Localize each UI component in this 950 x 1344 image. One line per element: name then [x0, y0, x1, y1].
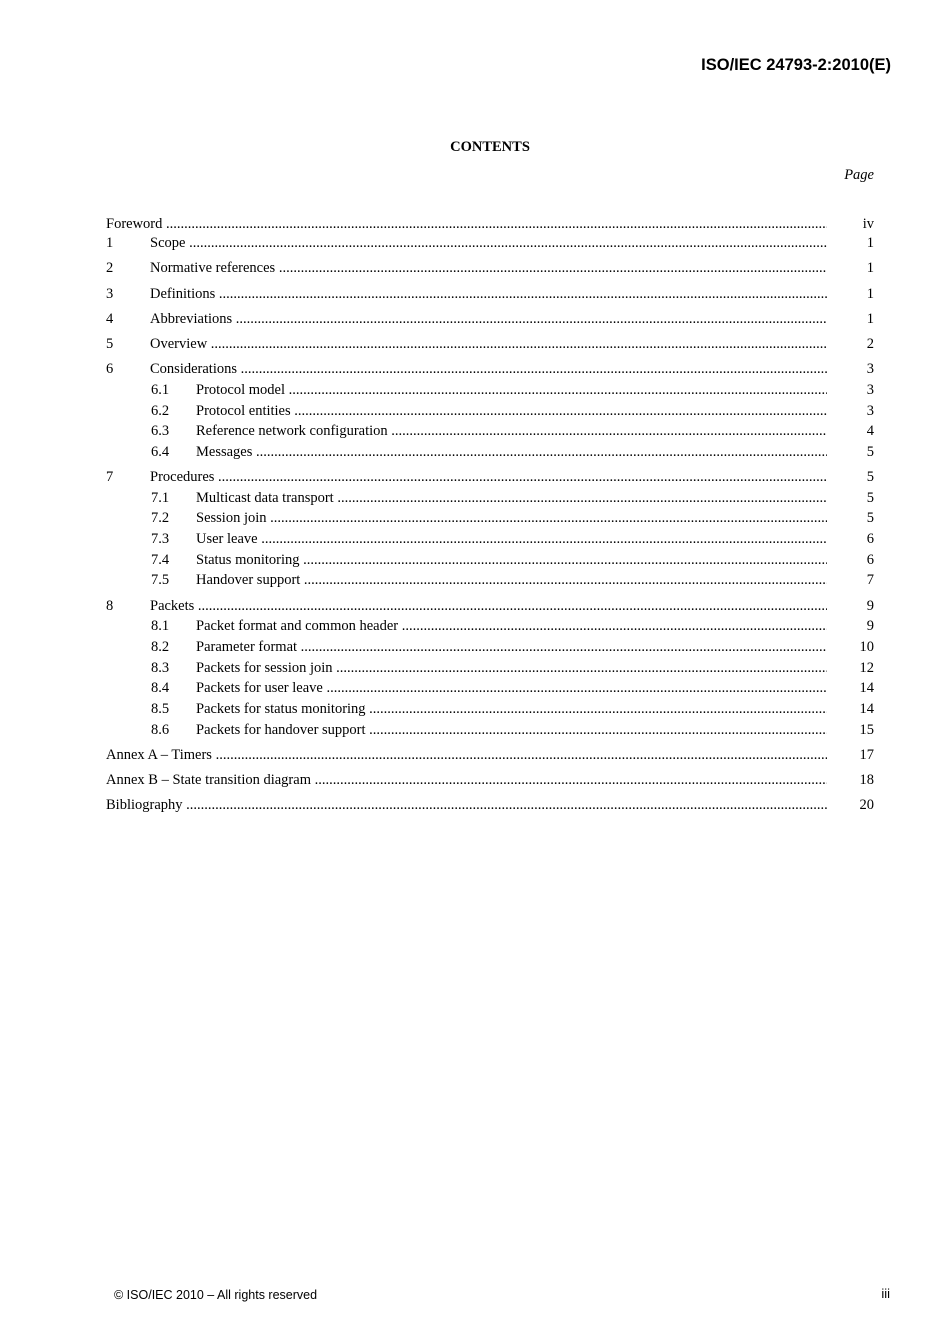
toc-entry-page: 2 [866, 336, 874, 352]
toc-entry-title: Protocol model ..... [196, 381, 827, 399]
toc-entry-title: Bibliography ..... [106, 796, 827, 814]
toc-entry-title: Parameter format ..... [196, 638, 827, 656]
toc-entry-number: 7 [106, 469, 114, 485]
toc-entry-number: 8.2 [151, 639, 170, 655]
toc-entry-protocol-entities[interactable] [106, 402, 874, 420]
toc-entry-page: iv [862, 216, 874, 232]
toc-entry-number: 7.1 [151, 490, 170, 506]
toc-entry-page: 14 [859, 680, 874, 696]
toc-entry-messages[interactable] [106, 443, 874, 461]
toc-entry-packets-for-user-leave[interactable] [106, 679, 874, 697]
toc-entry-number: 2 [106, 260, 114, 276]
toc-entry-page: 5 [866, 444, 874, 460]
toc-entry-number: 8.1 [151, 618, 170, 634]
toc-entry-page: 15 [859, 722, 874, 738]
copyright-notice: © ISO/IEC 2010 – All rights reserved [114, 1288, 318, 1302]
toc-entry-definitions[interactable] [106, 285, 874, 303]
toc-entry-page: 1 [866, 311, 874, 327]
toc-entry-title: Reference network configuration ..... [196, 422, 827, 440]
toc-entry-multicast-data-transport[interactable] [106, 489, 874, 507]
toc-entry-title: Packets for handover support ..... [196, 721, 827, 739]
toc-entry-number: 7.2 [151, 510, 170, 526]
toc-entry-foreword[interactable] [106, 215, 874, 233]
toc-entry-title: Protocol entities ..... [196, 402, 827, 420]
toc-entry-title: Overview ..... [150, 335, 827, 353]
toc-entry-title: Definitions ..... [150, 285, 827, 303]
toc-entry-page: 17 [859, 747, 874, 763]
toc-entry-reference-network-configuration[interactable] [106, 422, 874, 440]
toc-entry-title: Session join ..... [196, 509, 827, 527]
toc-entry-number: 8.6 [151, 722, 170, 738]
toc-entry-title: Packets for user leave ..... [196, 679, 827, 697]
toc-entry-protocol-model[interactable] [106, 381, 874, 399]
toc-entry-number: 6.3 [151, 423, 170, 439]
toc-entry-handover-support[interactable] [106, 571, 874, 589]
toc-entry-page: 14 [859, 701, 874, 717]
toc-entry-number: 6.4 [151, 444, 170, 460]
toc-entry-title: Annex B – State transition diagram ..... [106, 771, 827, 789]
toc-entry-number: 7.5 [151, 572, 170, 588]
toc-entry-scope[interactable] [106, 234, 874, 252]
toc-entry-session-join[interactable] [106, 509, 874, 527]
toc-entry-page: 6 [866, 531, 874, 547]
toc-entry-annex-a[interactable] [106, 746, 874, 764]
toc-entry-page: 9 [866, 618, 874, 634]
toc-entry-title: Annex A – Timers ..... [106, 746, 827, 764]
toc-entry-abbreviations[interactable] [106, 310, 874, 328]
toc-entry-title: Foreword ..... [106, 215, 827, 233]
toc-entry-page: 5 [866, 469, 874, 485]
toc-entry-title: Multicast data transport ..... [196, 489, 827, 507]
toc-entry-number: 8.3 [151, 660, 170, 676]
toc-entry-considerations[interactable] [106, 360, 874, 378]
toc-entry-packets-for-handover-support[interactable] [106, 721, 874, 739]
toc-entry-title: Scope ..... [150, 234, 827, 252]
toc-entry-annex-b[interactable] [106, 771, 874, 789]
toc-entry-page: 1 [866, 260, 874, 276]
toc-entry-packets[interactable] [106, 597, 874, 615]
toc-entry-title: Handover support ..... [196, 571, 827, 589]
toc-entry-page: 12 [859, 660, 874, 676]
contents-heading: CONTENTS [450, 139, 530, 155]
toc-entry-packet-format-and-common-header[interactable] [106, 617, 874, 635]
toc-entry-number: 7.4 [151, 552, 170, 568]
toc-entry-title: Packets for status monitoring ..... [196, 700, 827, 718]
toc-entry-page: 3 [866, 382, 874, 398]
toc-entry-title: Normative references ..... [150, 259, 827, 277]
toc-entry-title: Messages ..... [196, 443, 827, 461]
toc-entry-overview[interactable] [106, 335, 874, 353]
toc-entry-normative-references[interactable] [106, 259, 874, 277]
toc-entry-page: 3 [866, 361, 874, 377]
toc-entry-packets-for-status-monitoring[interactable] [106, 700, 874, 718]
page-number: iii [881, 1286, 890, 1301]
toc-entry-page: 20 [859, 797, 874, 813]
toc-entry-page: 1 [866, 286, 874, 302]
toc-entry-page: 18 [859, 772, 874, 788]
toc-entry-number: 6.2 [151, 403, 170, 419]
toc-entry-title: Packet format and common header ..... [196, 617, 827, 635]
toc-entry-number: 3 [106, 286, 114, 302]
toc-entry-title: Packets ..... [150, 597, 827, 615]
toc-entry-user-leave[interactable] [106, 530, 874, 548]
toc-entry-number: 8.5 [151, 701, 170, 717]
toc-entry-number: 6.1 [151, 382, 170, 398]
toc-entry-number: 8 [106, 598, 114, 614]
toc-entry-page: 7 [866, 572, 874, 588]
toc-entry-parameter-format[interactable] [106, 638, 874, 656]
toc-entry-bibliography[interactable] [106, 796, 874, 814]
toc-entry-page: 3 [866, 403, 874, 419]
toc-entry-number: 4 [106, 311, 114, 327]
toc-entry-page: 9 [866, 598, 874, 614]
toc-entry-page: 10 [859, 639, 874, 655]
toc-entry-title: Considerations ..... [150, 360, 827, 378]
toc-entry-title: Abbreviations ..... [150, 310, 827, 328]
toc-entry-page: 5 [866, 490, 874, 506]
toc-entry-number: 8.4 [151, 680, 170, 696]
toc-entry-packets-for-session-join[interactable] [106, 659, 874, 677]
toc-entry-title: Procedures ..... [150, 468, 827, 486]
toc-entry-page: 1 [866, 235, 874, 251]
document-id: ISO/IEC 24793-2:2010(E) [701, 56, 891, 74]
toc-entry-procedures[interactable] [106, 468, 874, 486]
toc-entry-number: 7.3 [151, 531, 170, 547]
toc-entry-page: 4 [866, 423, 874, 439]
toc-entry-status-monitoring[interactable] [106, 551, 874, 569]
toc-entry-number: 5 [106, 336, 114, 352]
toc-entry-page: 5 [866, 510, 874, 526]
toc-entry-page: 6 [866, 552, 874, 568]
toc-entry-number: 1 [106, 235, 114, 251]
page-column-label: Page [844, 167, 874, 183]
toc-entry-title: Status monitoring ..... [196, 551, 827, 569]
toc-entry-title: Packets for session join ..... [196, 659, 827, 677]
toc-entry-title: User leave ..... [196, 530, 827, 548]
toc-entry-number: 6 [106, 361, 114, 377]
